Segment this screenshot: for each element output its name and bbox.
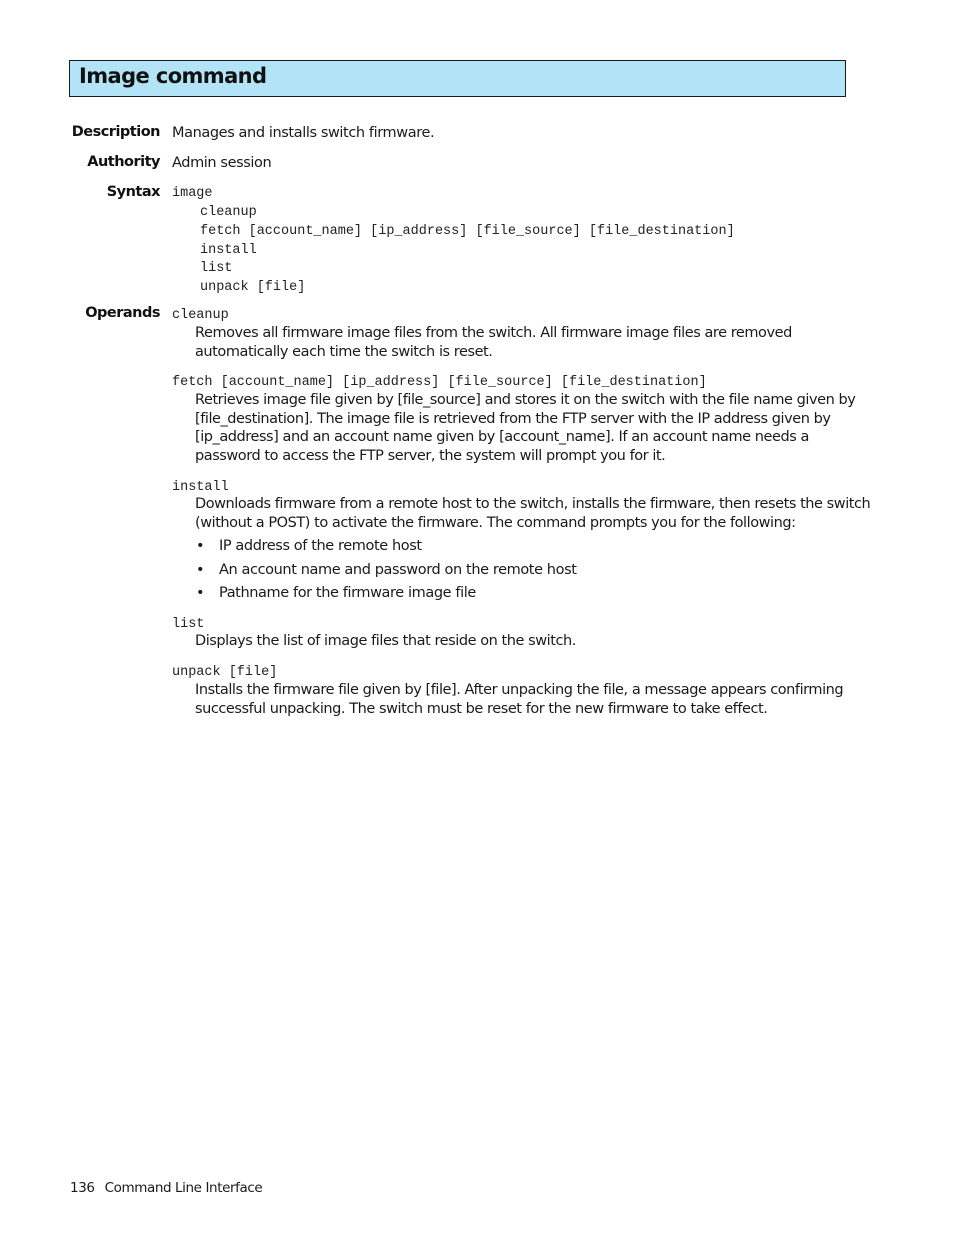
bullet-icon: •: [196, 538, 205, 554]
syntax-label: Syntax: [106, 184, 160, 200]
syntax-option-list: list: [200, 261, 233, 276]
list-item: • IP address of the remote host: [196, 538, 422, 554]
bullet-icon: •: [196, 562, 205, 578]
syntax-option-cleanup: cleanup: [200, 205, 257, 220]
operand-desc-cleanup: Removes all firmware image files from the switch. All firmware image files are removed automatically each time the switch is reset.: [195, 325, 792, 360]
operand-name-cleanup: cleanup: [172, 308, 229, 323]
list-item: • An account name and password on the remote host: [196, 562, 577, 578]
description-label: Description: [71, 124, 160, 140]
operand-desc-unpack: Installs the firmware file given by [file]. After unpacking the file, a message appears confirming successful unpacking. The switch must be reset for the new firmware to take effect.: [195, 682, 844, 717]
operand-desc-install: Downloads firmware from a remote host to the switch, installs the firmware, then resets the switch (without a POST) to activate the firmware. The command prompts you for the following:: [195, 496, 871, 531]
operands-label: Operands: [85, 305, 160, 321]
operand-name-list: list: [172, 617, 205, 632]
bullet-icon: •: [196, 585, 205, 601]
page-title: Image command: [79, 64, 267, 88]
authority-text: Admin session: [172, 155, 272, 171]
syntax-option-install: install: [200, 243, 257, 258]
authority-label: Authority: [87, 154, 160, 170]
operand-name-fetch: fetch [account_name] [ip_address] [file_source] [file_destination]: [172, 375, 707, 390]
operand-name-unpack: unpack [file]: [172, 665, 278, 680]
operand-name-install: install: [172, 480, 229, 495]
syntax-option-fetch: fetch [account_name] [ip_address] [file_source] [file_destination]: [200, 224, 735, 239]
page-footer: [70, 1180, 262, 1196]
page-number: 136: [70, 1180, 95, 1196]
list-item: • Pathname for the firmware image file: [196, 585, 476, 601]
section-title-bar: [69, 60, 846, 97]
footer-section-title: Command Line Interface: [104, 1180, 263, 1196]
description-text: Manages and installs switch firmware.: [172, 125, 435, 141]
operand-desc-list: Displays the list of image files that reside on the switch.: [195, 633, 576, 649]
operand-desc-fetch: Retrieves image file given by [file_source] and stores it on the switch with the file name given by [file_destination]. The image file is retrieved from the FTP server with the IP address given by [ip_address] and an account name given by [account_name]. If an account name needs a password to access the FTP server, the system will prompt you for it.: [195, 392, 856, 465]
syntax-option-unpack: unpack [file]: [200, 280, 306, 295]
syntax-command: image: [172, 186, 213, 201]
